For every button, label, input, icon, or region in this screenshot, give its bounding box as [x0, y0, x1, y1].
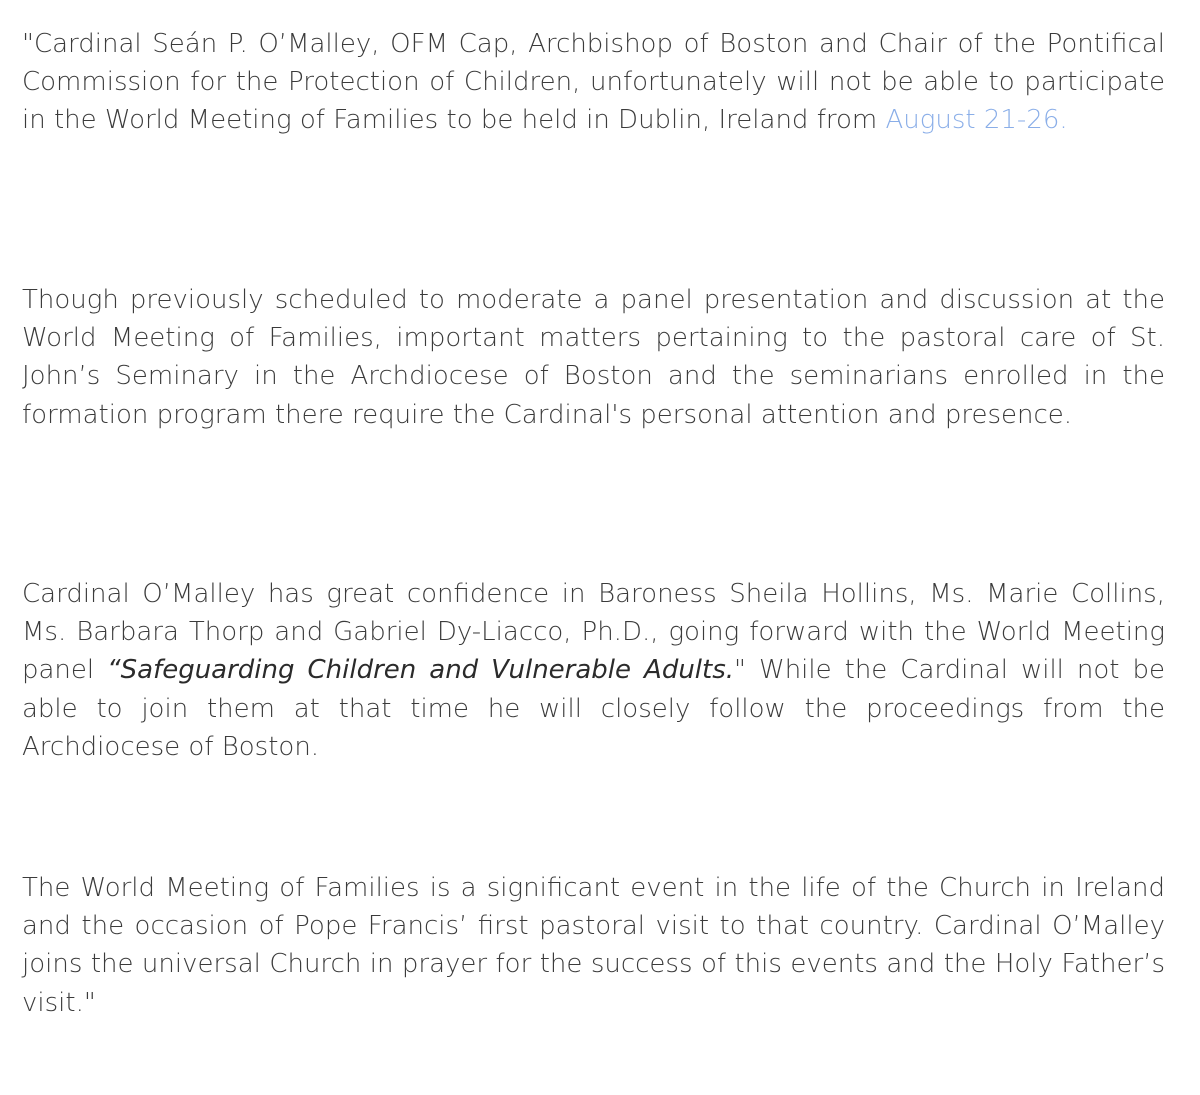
announcement-text: "Cardinal Seán P. O’Malley, OFM Cap, Archbishop of Boston and Chair of the Pontifical Commission for the Protection of Children, unfortunately will not be able to participate in the World Meeting of Families to be held in Dublin, Ireland from [22, 29, 1165, 136]
paragraph-announcement [22, 25, 1165, 140]
date-link[interactable]: August 21-26. [885, 105, 1068, 136]
paragraph-reason: Though previously scheduled to moderate a panel presentation and discussion at the World Meeting of Families, important matters pertaining to the pastoral care of St. John’s Seminary in the Archdiocese of Boston and the seminarians enrolled in the formation program there require the Cardinal's personal attention and presence. [22, 285, 1165, 430]
paragraph-panel [22, 575, 1165, 766]
panel-title: “Safeguarding Children and Vulnerable Adults. [107, 655, 735, 686]
panel-intro-text: Cardinal O’Malley has great confidence in Baroness Sheila Hollins, Ms. Marie Collins, Ms. Barbara Thorp and Gabriel Dy-Liacco, Ph.D., going forward with the World Meeting panel [22, 579, 1165, 686]
panel-outro-text: " While the Cardinal will not be able to join them at that time he will closely follow the proceedings from the Archdiocese of Boston. [22, 655, 1165, 762]
paragraph-closing: The World Meeting of Families is a significant event in the life of the Church in Ireland and the occasion of Pope Francis’ first pastoral visit to that country. Cardinal O’Malley joins the universal Church in prayer for the success of this events and the Holy Father’s visit." [22, 873, 1165, 1018]
